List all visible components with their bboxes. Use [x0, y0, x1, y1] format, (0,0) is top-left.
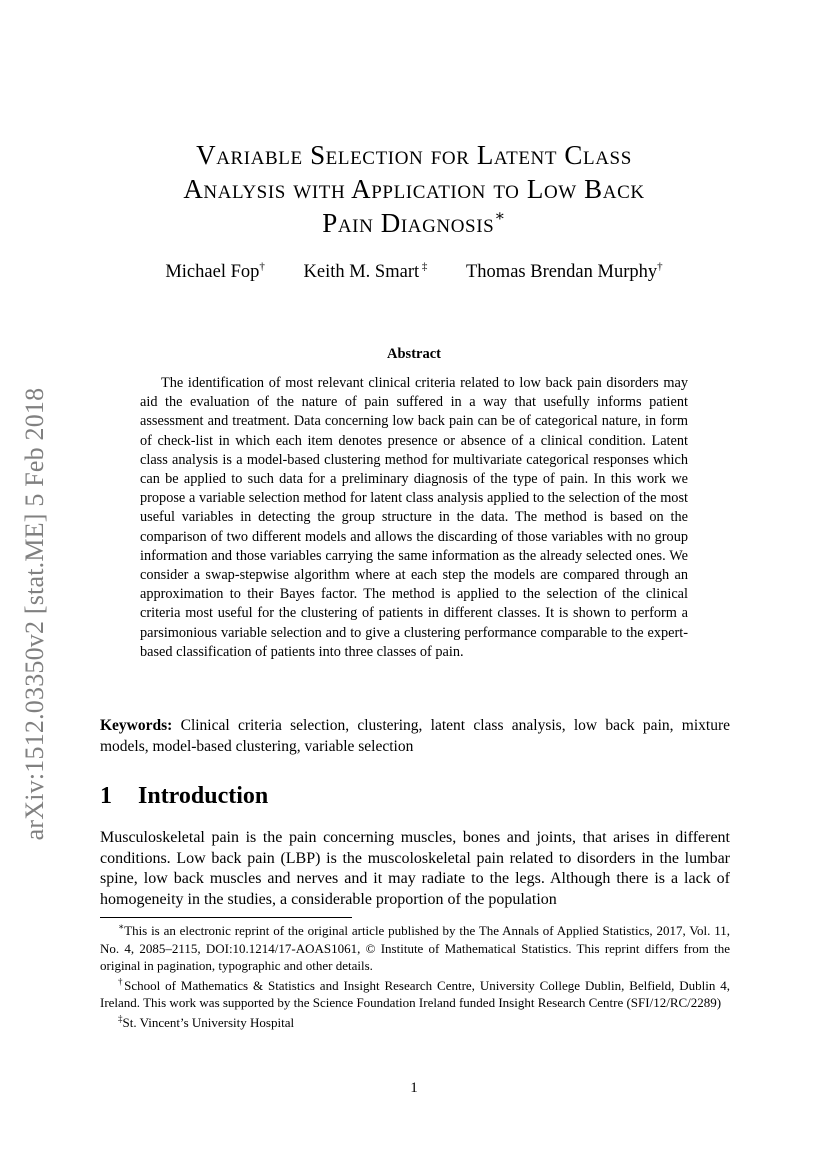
author-list [100, 262, 728, 283]
page-number: 1 [410, 1080, 418, 1096]
footnote-mark: ‡ [118, 1013, 123, 1024]
arxiv-side-stamp [15, 367, 55, 860]
keywords [100, 716, 730, 757]
author-3 [466, 262, 663, 283]
footnote-mark: ∗ [118, 921, 125, 932]
author-affiliation-mark: † [657, 260, 663, 273]
footnote-rule [100, 917, 352, 918]
title-line-1: Variable Selection for Latent Class [196, 140, 632, 170]
footnotes [100, 922, 730, 1033]
footnote-text: This is an electronic reprint of the original article published by the The Annals of Applied Statistics, 2017, Vol. 11, No. 4, 2085–2115, DOI:10.1214/17-AOAS1061, © Institute of Mathematical Statistics. This reprint differs from the original in pagination, typographic and other details. [100, 923, 730, 973]
arxiv-identifier: arXiv:1512.03350v2 [stat.ME] 5 Feb 2018 [20, 387, 49, 840]
author-1 [165, 262, 265, 283]
author-name: Michael Fop [165, 262, 260, 282]
footnote-3 [100, 1014, 730, 1032]
author-name: Thomas Brendan Murphy [466, 262, 658, 282]
title-line-2: Analysis with Application to Low Back [183, 174, 645, 204]
section-paragraph: Musculoskeletal pain is the pain concerning muscles, bones and joints, that arises in different conditions. Low back pain (LBP) is the muscoloskeletal pain related to disorders in the lumbar spine, low back muscles and nerves and it may radiate to the legs. Although there is a lack of homogeneity in the studies, a considerable proportion of the population [100, 829, 730, 908]
title-line-3 [100, 206, 728, 240]
author-affiliation-mark: † [259, 260, 265, 273]
author-name: Keith M. Smart [303, 262, 420, 282]
footnote-1 [100, 922, 730, 975]
title-line-3-text: Pain Diagnosis [322, 208, 495, 238]
keywords-text: Clinical criteria selection, clustering, latent class analysis, low back pain, mixture models, model-based clustering, variable selection [100, 717, 730, 755]
footnote-2 [100, 977, 730, 1012]
section-title: Introduction [138, 783, 269, 809]
author-affiliation-mark: ‡ [419, 260, 428, 273]
section-number: 1 [100, 783, 112, 809]
keywords-label: Keywords: [100, 717, 173, 734]
footnote-mark: † [118, 976, 125, 987]
abstract-heading: Abstract [387, 346, 441, 362]
title-footnote-mark: ∗ [494, 207, 506, 225]
section-heading [100, 783, 268, 810]
footnote-text: School of Mathematics & Statistics and Insight Research Centre, University College Dublin, Belfield, Dublin 4, Ireland. This work was supported by the Science Foundation Ireland funded Insight Research Centre (SFI/12/RC/2289) [100, 977, 731, 1010]
author-2 [304, 262, 428, 283]
abstract-text: The identification of most relevant clinical criteria related to low back pain disorders may aid the evaluation of the nature of pain suffered in a way that usefully informs patient assessment and treatment. Data concerning low back pain can be of categorical nature, in form of check-list in which each item denotes presence or absence of a clinical condition. Latent class analysis is a model-based clustering method for multivariate categorical responses which can be applied to such data for a preliminary diagnosis of the type of pain. In this work we propose a variable selection method for latent class analysis applied to the selection of the most useful variables in detecting the group structure in the data. The method is based on the comparison of two different models and allows the discarding of those variables with no group information and those variables carrying the same information as the already selected ones. We consider a swap-stepwise algorithm where at each step the models are compared through an approximation to their Bayes factor. The method is applied to the selection of the clinical criteria most useful for the clustering of patients in different classes. It is shown to perform a parsimonious variable selection and to give a clustering performance comparable to the expert-based classification of patients into three classes of pain. [140, 375, 688, 660]
paper-title [100, 138, 728, 240]
footnote-text: St. Vincent’s University Hospital [122, 1014, 295, 1030]
